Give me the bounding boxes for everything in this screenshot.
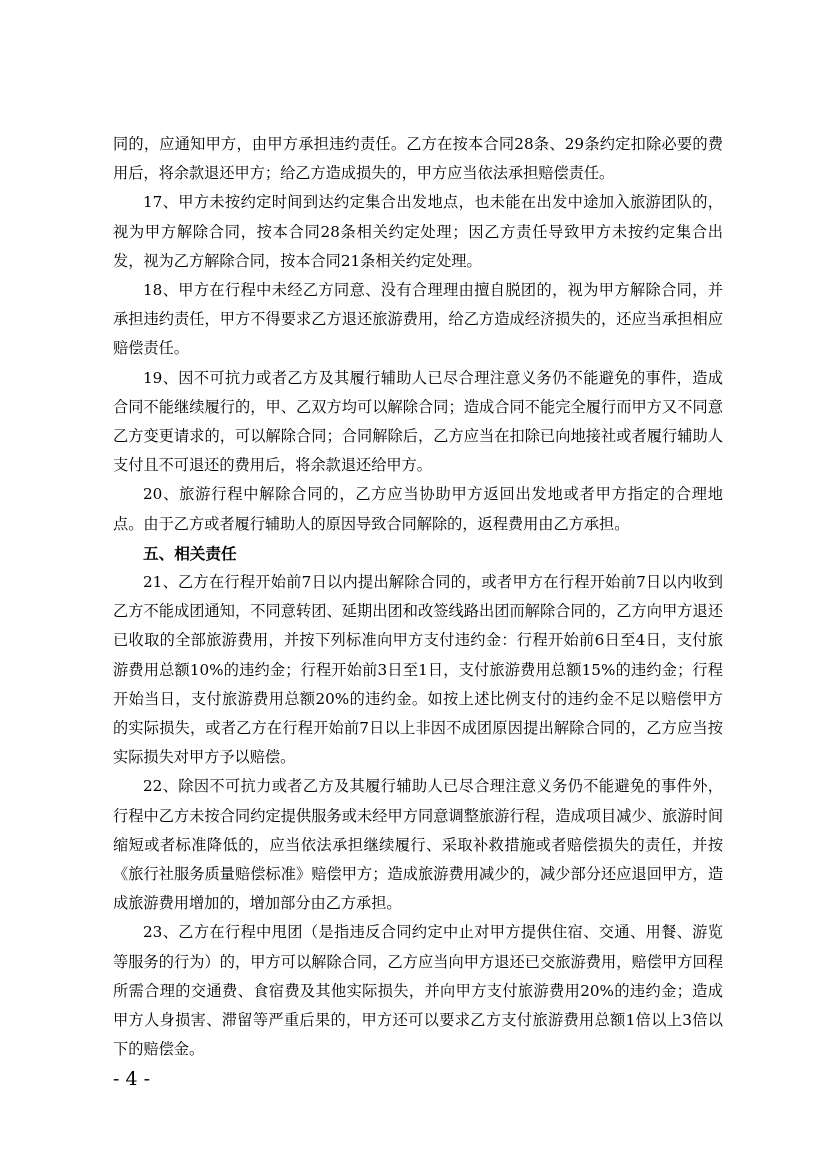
page-content — [113, 130, 723, 1065]
clause-17: 17、甲方未按约定时间到达约定集合出发地点，也未能在出发中途加入旅游团队的，视为甲方解除合同，按本合同28条相关约定处理；因乙方责任导致甲方未按约定集合出发，视为乙方解除合同，按本合同21条相关约定处理。 — [113, 193, 723, 270]
section-heading: 五、相关责任 — [143, 543, 237, 563]
clause-18: 18、甲方在行程中未经乙方同意、没有合理理由擅自脱团的，视为甲方解除合同，并承担违约责任，甲方不得要求乙方退还旅游费用，给乙方造成经济损失的，还应当承担相应赔偿责任。 — [113, 281, 723, 358]
clause-23: 23、乙方在行程中甩团（是指违反合同约定中止对甲方提供住宿、交通、用餐、游览等服务的行为）的，甲方可以解除合同，乙方应当向甲方退还已交旅游费用，赔偿甲方回程所需合理的交通费、食宿费及其他实际损失，并向甲方支付旅游费用20%的违约金；造成甲方人身损害、滞留等严重后果的，甲方还可以要求乙方支付旅游费用总额1倍以上3倍以下的赔偿金。 — [113, 923, 723, 1059]
clause-21: 21、乙方在行程开始前7日以内提出解除合同的，或者甲方在行程开始前7日以内收到乙方不能成团通知，不同意转团、延期出团和改签线路出团而解除合同的，乙方向甲方退还已收取的全部旅游费用，并按下列标准向甲方支付违约金：行程开始前6日至4日，支付旅游费用总额10%的违约金；行程开始前3日至1日，支付旅游费用总额15%的违约金；行程开始当日，支付旅游费用总额20%的违约金。如按上述比例支付的违约金不足以赔偿甲方的实际损失，或者乙方在行程开始前7日以上非因不成团原因提出解除合同的，乙方应当按实际损失对甲方予以赔偿。 — [113, 573, 723, 767]
clause-22: 22、除因不可抗力或者乙方及其履行辅助人已尽合理注意义务仍不能避免的事件外，行程中乙方未按合同约定提供服务或未经甲方同意调整旅游行程，造成项目减少、旅游时间缩短或者标准降低的，应当依法承担继续履行、采取补救措施或者赔偿损失的责任，并按《旅行社服务质量赔偿标准》赔偿甲方；造成旅游费用减少的，减少部分还应退回甲方，造成旅游费用增加的，增加部分由乙方承担。 — [113, 777, 723, 913]
clause-20: 20、旅游行程中解除合同的，乙方应当协助甲方返回出发地或者甲方指定的合理地点。由于乙方或者履行辅助人的原因导致合同解除的，返程费用由乙方承担。 — [113, 485, 723, 533]
page-number: - 4 - — [113, 1068, 151, 1090]
clause-19: 19、因不可抗力或者乙方及其履行辅助人已尽合理注意义务仍不能避免的事件，造成合同不能继续履行的，甲、乙双方均可以解除合同；造成合同不能完全履行而甲方又不同意乙方变更请求的，可以解除合同；合同解除后，乙方应当在扣除已向地接社或者履行辅助人支付且不可退还的费用后，将余款退还给甲方。 — [113, 368, 723, 475]
paragraph-continuation: 同的，应通知甲方，由甲方承担违约责任。乙方在按本合同28条、29条约定扣除必要的费用后，将余款退还甲方；给乙方造成损失的，甲方应当依法承担赔偿责任。 — [113, 135, 723, 183]
